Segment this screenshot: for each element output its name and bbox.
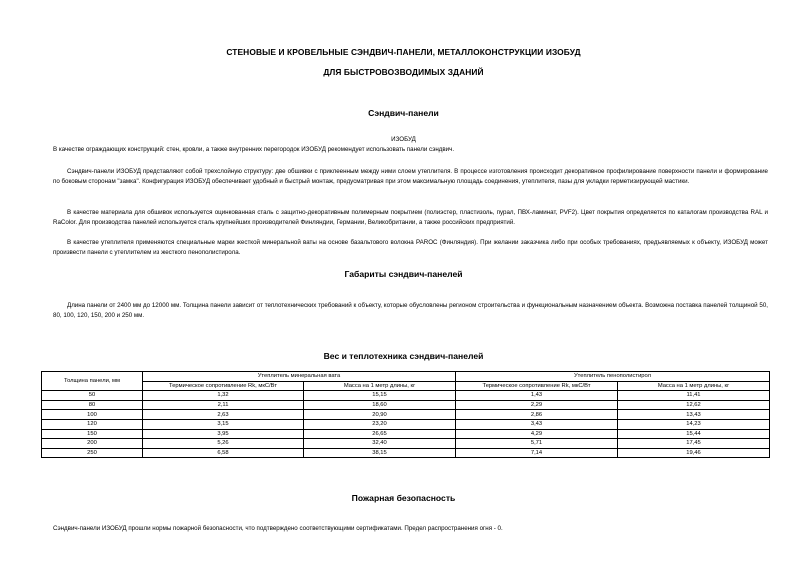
section-heading-sandwich-panels: Сэндвич-панели [368,108,439,118]
table-cell: 3,43 [456,419,618,429]
table-row [42,400,770,410]
header-mass: Масса на 1 метр длины, кг [618,381,770,391]
table-cell: 200 [42,439,143,449]
table-row [42,448,770,458]
table-cell: 5,26 [143,439,304,449]
table-cell: 250 [42,448,143,458]
table-row [42,410,770,420]
document-title-line1: СТЕНОВЫЕ И КРОВЕЛЬНЫЕ СЭНДВИЧ-ПАНЕЛИ, МЕТАЛЛОКОНСТРУКЦИИ ИЗОБУД [226,47,581,57]
paragraph-panel-structure: Сэндвич-панели ИЗОБУД представляют собой трехслойную структуру: две обшивки с приклеенным между ними слоем утеплителя. В процессе изготовления происходит декоративное профилирование поверхности панели и формирование по боковым сторонам "замка". Конфигурация ИЗОБУД обеспечивает удобный и быстрый монтаж, предусматривая при этом максимальную площадь соединения, утеплителя, пазы для укладки герметизирующей мастики. [53,168,768,186]
paragraph-fire-safety: Сэндвич-панели ИЗОБУД прошли нормы пожарной безопасности, что подтверждено соответствующими сертификатами. Предел распространения огня - 0. [53,525,503,532]
header-mineral-wool: Утеплитель минеральная вата [143,372,456,382]
table-cell: 2,29 [456,400,618,410]
table-cell: 7,14 [456,448,618,458]
table-cell: 4,29 [456,429,618,439]
table-cell: 50 [42,391,143,401]
table-cell: 23,20 [304,419,456,429]
paragraph-cladding-material: В качестве материала для обшивок используется оцинкованная сталь с защитно-декоративным полимерным покрытием (полиэстер, пластизоль, пурал, ПВХ-ламинат, PVF2). Цвет покрытия определяется по каталогам производства RAL и RaColor. Для производства панелей используется сталь крупнейших производителей Финляндии, Германии, Великобритании, а также российских предприятий. [53,209,768,227]
table-cell: 120 [42,419,143,429]
table-cell: 38,15 [304,448,456,458]
table-cell: 5,71 [456,439,618,449]
header-mass: Масса на 1 метр длины, кг [304,381,456,391]
header-thickness: Толщина панели, мм [42,372,143,391]
table-cell: 13,43 [618,410,770,420]
table-cell: 100 [42,410,143,420]
table-cell: 17,45 [618,439,770,449]
table-cell: 2,11 [143,400,304,410]
table-cell: 20,90 [304,410,456,420]
table-cell: 1,32 [143,391,304,401]
table-cell: 3,95 [143,429,304,439]
table-cell: 11,41 [618,391,770,401]
table-cell: 1,43 [456,391,618,401]
table-cell: 15,44 [618,429,770,439]
section-heading-fire-safety: Пожарная безопасность [351,493,456,503]
paragraph-insulation: В качестве утеплителя применяются специальные марки жесткой минеральной ваты на основе базальтового волокна PAROC (Финляндия). При желании заказчика либо при особых требованиях, предъявляемых к объекту, ИЗОБУД может произвести панели с утеплителем из жесткого пенополистирола. [53,239,768,257]
table-cell: 12,62 [618,400,770,410]
table-cell: 18,60 [304,400,456,410]
table-cell: 32,40 [304,439,456,449]
header-thermal-resistance: Термическое сопротивление Rk, мкС/Вт [456,381,618,391]
paragraph-enclosing-structures: В качестве ограждающих конструкций: стен, кровли, а также внутренних перегородок ИЗОБУД рекомендует использовать панели сэндвич. [53,146,455,153]
table-cell: 14,23 [618,419,770,429]
header-thermal-resistance: Термическое сопротивление Rk, мкС/Вт [143,381,304,391]
table-row [42,439,770,449]
section-heading-dimensions: Габариты сэндвич-панелей [344,269,463,279]
table-cell: 3,15 [143,419,304,429]
paragraph-dimensions: Длина панели от 2400 мм до 12000 мм. Толщина панели зависит от теплотехнических требований к объекту, которые обусловлены регионом строительства и функциональным назначением объекта. Возможна поставка панелей толщиной 50, 80, 100, 120, 150, 200 и 250 мм. [53,302,768,320]
table-row [42,429,770,439]
table-cell: 19,46 [618,448,770,458]
table-cell: 150 [42,429,143,439]
header-polystyrene: Утеплитель пенополистирол [456,372,770,382]
weight-thermal-table [41,371,770,458]
table-cell: 6,58 [143,448,304,458]
table-cell: 80 [42,400,143,410]
table-cell: 2,63 [143,410,304,420]
table-row [42,391,770,401]
section-subheading-izobud: ИЗОБУД [391,136,416,143]
table-cell: 15,15 [304,391,456,401]
section-heading-weight-thermal: Вес и теплотехника сэндвич-панелей [323,351,484,361]
table-row [42,419,770,429]
table-cell: 26,65 [304,429,456,439]
document-title-line2: ДЛЯ БЫСТРОВОЗВОДИМЫХ ЗДАНИЙ [323,67,484,77]
table-cell: 2,86 [456,410,618,420]
